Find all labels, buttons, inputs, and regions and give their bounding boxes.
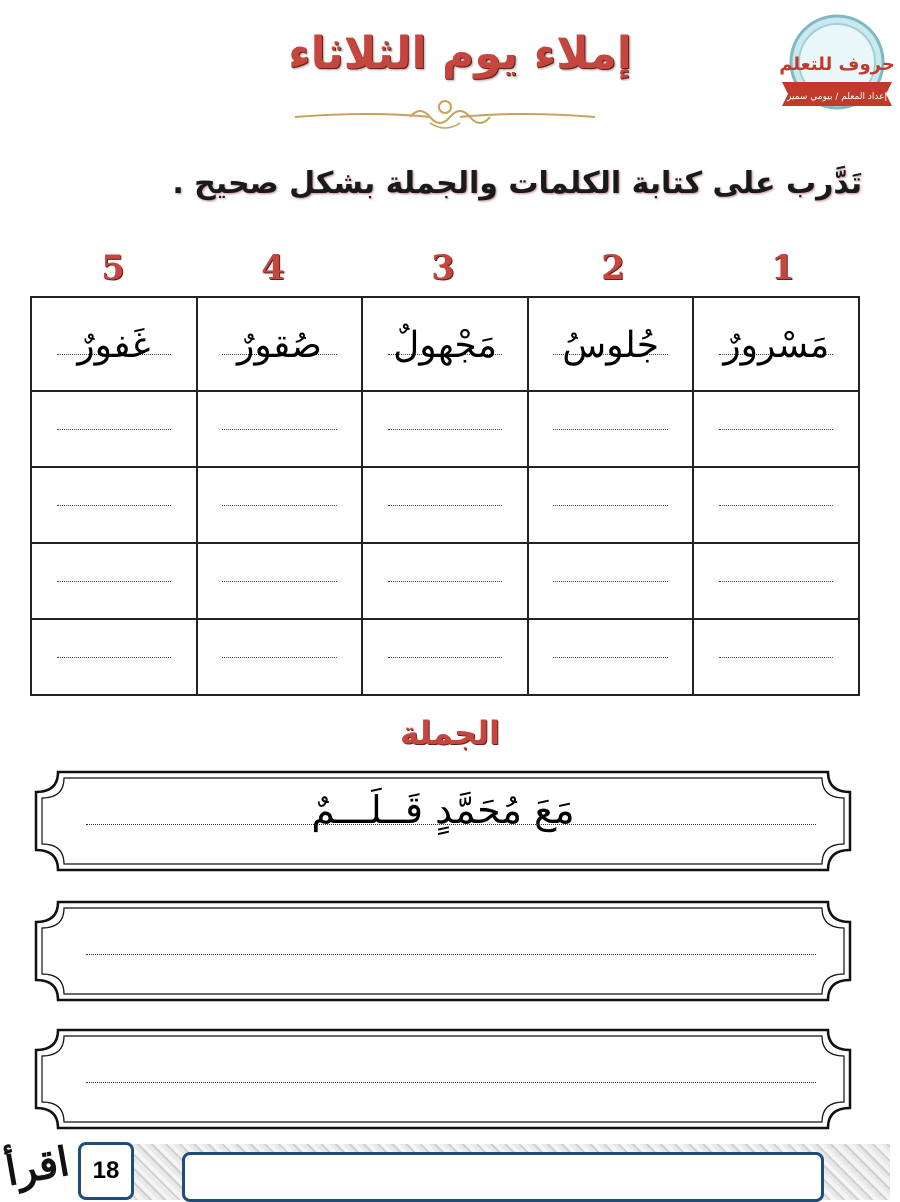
practice-row [31,619,859,695]
practice-cell[interactable] [528,391,694,467]
dotted-line [57,581,172,582]
practice-cell[interactable] [693,619,859,695]
practice-cell[interactable] [197,467,363,543]
practice-cell[interactable] [362,467,528,543]
iqra-text: اقرأ [2,1137,73,1196]
word-cell [197,297,363,391]
footer-box [182,1152,824,1202]
practice-cell[interactable] [693,391,859,467]
word-cell [693,297,859,391]
dotted-line [388,581,503,582]
frame-border [28,898,858,1004]
practice-table [30,296,860,696]
column-number-1: 1 [771,248,795,288]
practice-cell[interactable] [197,543,363,619]
sentence-text: مَعَ مُحَمَّدٍ قَــلَـــمٌ [311,788,575,832]
writing-frame[interactable] [28,1026,858,1132]
practice-row [31,391,859,467]
practice-cell[interactable] [31,391,197,467]
dotted-line [553,657,668,658]
practice-cell[interactable] [362,619,528,695]
word-row [31,297,859,391]
word-cell [362,297,528,391]
dotted-line [388,657,503,658]
column-number-4: 4 [261,248,285,288]
practice-row [31,543,859,619]
dotted-line [222,505,337,506]
dotted-line [388,505,503,506]
sentence-frame [28,768,858,874]
iqra-calligraphy [0,1110,75,1200]
writing-frame[interactable] [28,898,858,1004]
logo-text: حروف للتعلم [779,54,895,75]
dotted-line [553,505,668,506]
word-cell [528,297,694,391]
word: مَسْرورٌ [723,324,830,366]
word: جُلوسُ [562,324,659,366]
practice-cell[interactable] [528,543,694,619]
practice-cell[interactable] [362,391,528,467]
dotted-line [388,429,503,430]
dotted-line [719,505,834,506]
dotted-line [719,429,834,430]
sentence-heading: الجملة [400,714,500,752]
instruction-text: تَدَّرب على كتابة الكلمات والجملة بشكل صحيح . [172,166,862,201]
dotted-line [86,954,816,955]
frame-border [28,1026,858,1132]
dotted-line [57,429,172,430]
practice-cell[interactable] [693,467,859,543]
logo-badge [778,12,896,120]
dotted-line [553,429,668,430]
word-cell [31,297,197,391]
practice-cell[interactable] [197,619,363,695]
word: صُقورٌ [237,324,322,366]
dotted-line [86,1082,816,1083]
word: مَجْهولٌ [393,324,497,366]
page-title: إملاء يوم الثلاثاء [288,28,632,79]
dotted-line [553,581,668,582]
word: غَفورٌ [77,324,151,366]
dotted-line [57,657,172,658]
dotted-line [719,657,834,658]
logo-ribbon-text: إعداد المعلم / بيومي سمير [787,92,887,102]
dotted-line [57,505,172,506]
practice-cell[interactable] [197,391,363,467]
practice-cell[interactable] [31,543,197,619]
practice-cell[interactable] [693,543,859,619]
column-number-2: 2 [601,248,625,288]
page-number: 18 [78,1142,134,1200]
practice-cell[interactable] [31,467,197,543]
practice-cell[interactable] [528,619,694,695]
dotted-line [719,581,834,582]
column-number-5: 5 [101,248,125,288]
practice-cell[interactable] [528,467,694,543]
practice-row [31,467,859,543]
dotted-line [86,824,816,825]
practice-cell[interactable] [362,543,528,619]
column-number-3: 3 [431,248,455,288]
dotted-line [222,657,337,658]
dotted-line [222,581,337,582]
dotted-line [222,429,337,430]
practice-cell[interactable] [31,619,197,695]
title-ornament [290,95,600,135]
